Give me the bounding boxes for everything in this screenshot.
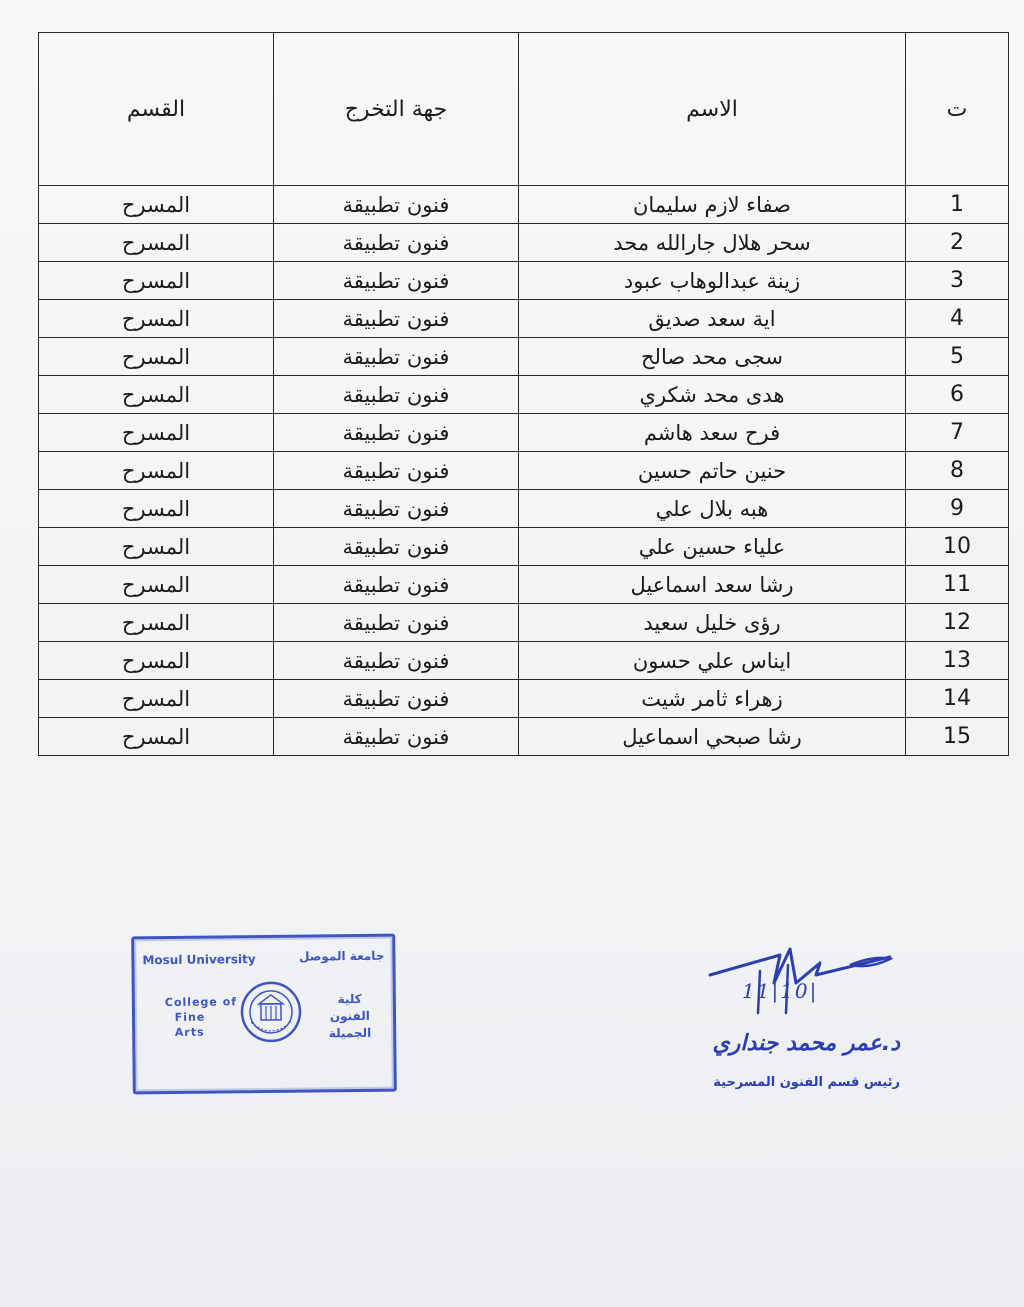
student-name: زينة عبدالوهاب عبود <box>519 262 906 300</box>
row-number: 2 <box>906 224 1009 262</box>
graduation-source: فنون تطبيقة <box>274 680 519 718</box>
row-number: 6 <box>906 376 1009 414</box>
graduation-source: فنون تطبيقة <box>274 224 519 262</box>
graduation-source: فنون تطبيقة <box>274 604 519 642</box>
table-row <box>39 224 1009 262</box>
student-name: هدى محد شكري <box>519 376 906 414</box>
university-stamp <box>131 934 397 1095</box>
student-name: فرح سعد هاشم <box>519 414 906 452</box>
student-name: ايناس علي حسون <box>519 642 906 680</box>
department: المسرح <box>39 414 274 452</box>
department: المسرح <box>39 566 274 604</box>
graduation-source: فنون تطبيقة <box>274 262 519 300</box>
graduation-source: فنون تطبيقة <box>274 338 519 376</box>
table-header-row <box>39 33 1009 186</box>
row-number: 10 <box>906 528 1009 566</box>
stamp-university-ar: جامعة الموصل <box>299 948 385 964</box>
student-name: زهراء ثامر شيت <box>519 680 906 718</box>
seal-emblem-icon <box>239 980 304 1045</box>
department: المسرح <box>39 186 274 224</box>
signature-date: 11|10| <box>742 979 819 1003</box>
row-number: 3 <box>906 262 1009 300</box>
stamp-college-ar: كلية الفنون الجميلة <box>328 991 372 1041</box>
department: المسرح <box>39 528 274 566</box>
row-number: 14 <box>906 680 1009 718</box>
graduation-source: فنون تطبيقة <box>274 718 519 756</box>
table-row <box>39 376 1009 414</box>
table-row <box>39 642 1009 680</box>
table-row <box>39 604 1009 642</box>
student-name: صفاء لازم سليمان <box>519 186 906 224</box>
student-name: علياء حسين علي <box>519 528 906 566</box>
department: المسرح <box>39 300 274 338</box>
stamp-university-en: Mosul University <box>142 952 256 968</box>
student-name: هبه بلال علي <box>519 490 906 528</box>
header-department: القسم <box>39 33 274 186</box>
table-row <box>39 186 1009 224</box>
row-number: 13 <box>906 642 1009 680</box>
table-row <box>39 680 1009 718</box>
student-name: اية سعد صديق <box>519 300 906 338</box>
signature-block <box>700 935 910 1110</box>
row-number: 12 <box>906 604 1009 642</box>
table-row <box>39 338 1009 376</box>
department: المسرح <box>39 224 274 262</box>
row-number: 9 <box>906 490 1009 528</box>
table-row <box>39 718 1009 756</box>
department: المسرح <box>39 642 274 680</box>
table-row <box>39 490 1009 528</box>
stamp-college-en: College of Fine Arts <box>164 995 238 1040</box>
department: المسرح <box>39 376 274 414</box>
department: المسرح <box>39 680 274 718</box>
table-row <box>39 300 1009 338</box>
row-number: 1 <box>906 186 1009 224</box>
student-name: حنين حاتم حسين <box>519 452 906 490</box>
student-name: رشا صبحي اسماعيل <box>519 718 906 756</box>
student-name: سحر هلال جارالله محد <box>519 224 906 262</box>
department: المسرح <box>39 338 274 376</box>
header-name: الاسم <box>519 33 906 186</box>
graduation-source: فنون تطبيقة <box>274 452 519 490</box>
row-number: 11 <box>906 566 1009 604</box>
signatory-title: رئيس قسم الفنون المسرحية <box>713 1075 900 1090</box>
header-graduation: جهة التخرج <box>274 33 519 186</box>
graduation-source: فنون تطبيقة <box>274 642 519 680</box>
department: المسرح <box>39 262 274 300</box>
table-row <box>39 566 1009 604</box>
student-name: سجى محد صالح <box>519 338 906 376</box>
department: المسرح <box>39 718 274 756</box>
department: المسرح <box>39 604 274 642</box>
graduation-source: فنون تطبيقة <box>274 528 519 566</box>
graduation-source: فنون تطبيقة <box>274 186 519 224</box>
graduation-source: فنون تطبيقة <box>274 376 519 414</box>
graduation-source: فنون تطبيقة <box>274 490 519 528</box>
table-body <box>39 186 1009 756</box>
row-number: 7 <box>906 414 1009 452</box>
row-number: 4 <box>906 300 1009 338</box>
row-number: 15 <box>906 718 1009 756</box>
graduation-source: فنون تطبيقة <box>274 300 519 338</box>
signatory-name: د.عمر محمد جنداري <box>712 1031 900 1056</box>
department: المسرح <box>39 452 274 490</box>
table-row <box>39 414 1009 452</box>
graduation-source: فنون تطبيقة <box>274 566 519 604</box>
graduation-source: فنون تطبيقة <box>274 414 519 452</box>
student-name: رؤى خليل سعيد <box>519 604 906 642</box>
table-row <box>39 528 1009 566</box>
student-name: رشا سعد اسماعيل <box>519 566 906 604</box>
table-row <box>39 452 1009 490</box>
department: المسرح <box>39 490 274 528</box>
row-number: 5 <box>906 338 1009 376</box>
header-number: ت <box>906 33 1009 186</box>
row-number: 8 <box>906 452 1009 490</box>
students-table <box>38 32 1009 756</box>
table-row <box>39 262 1009 300</box>
